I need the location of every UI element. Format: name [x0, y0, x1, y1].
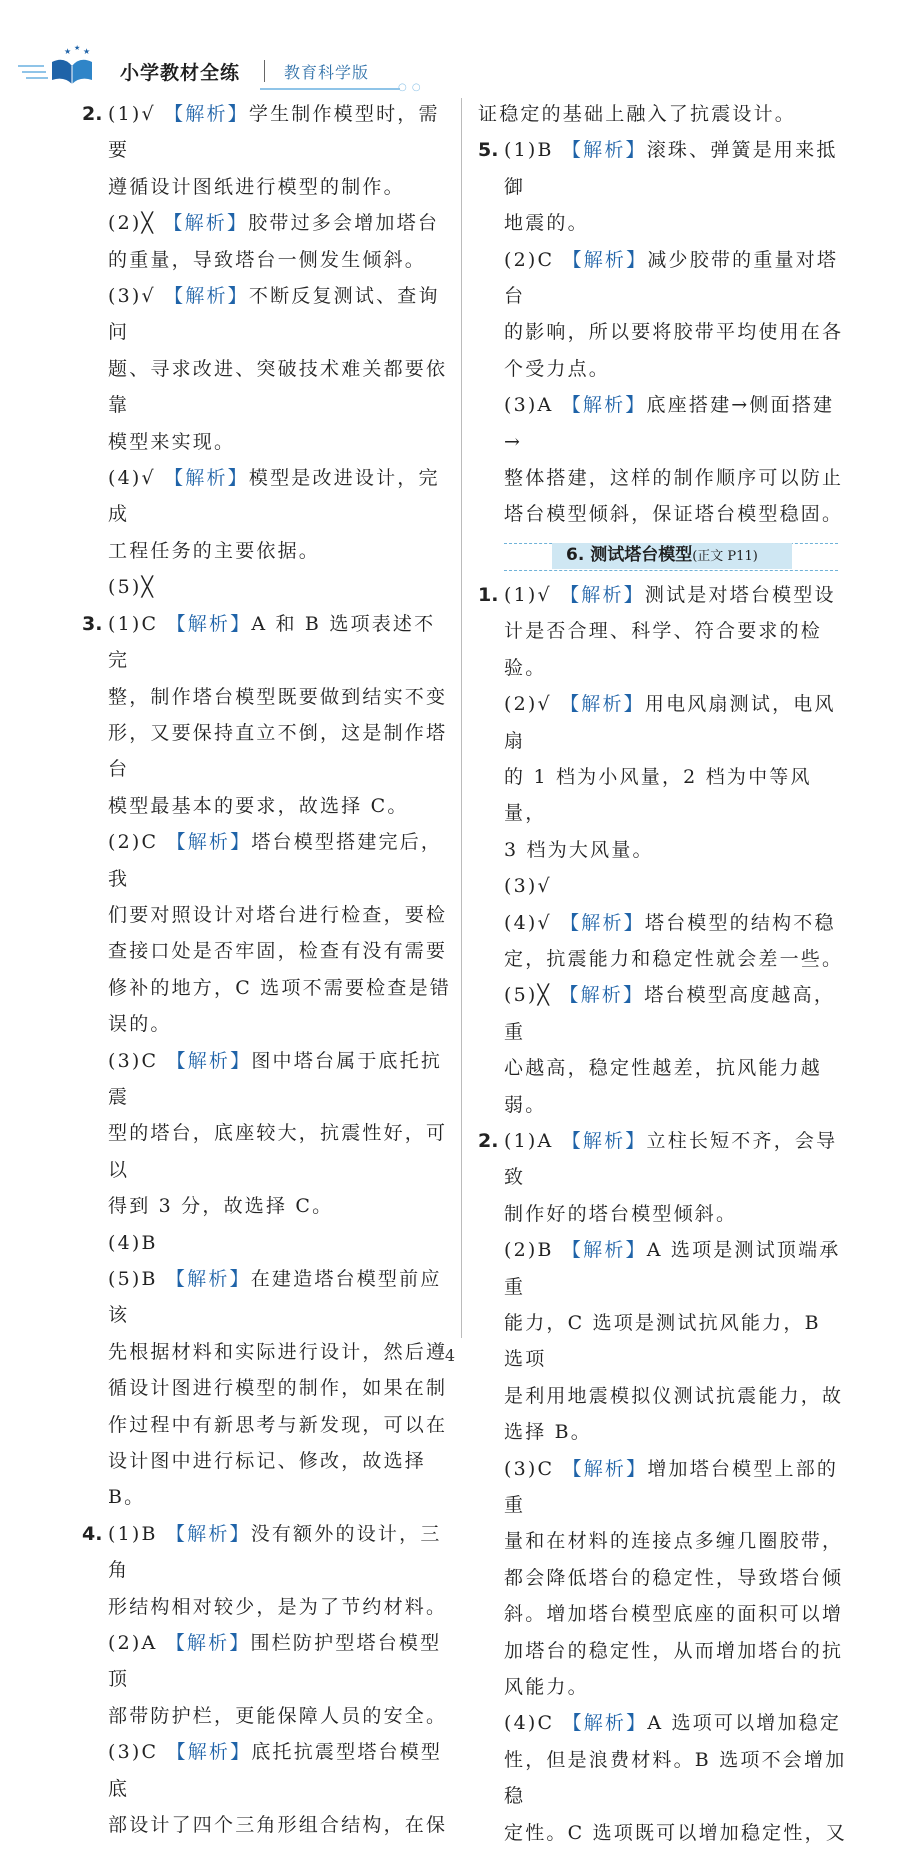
- column-divider: [461, 98, 462, 1338]
- answer-line: (2)C 【解析】减少胶带的重量对塔台: [504, 248, 839, 308]
- answer-item: [478, 132, 848, 241]
- answer-line: 模型最基本的要求，故选择 C。: [108, 794, 409, 817]
- answer-line: (1)√ 【解析】学生制作模型时，需要: [108, 103, 440, 162]
- answer-line: 形结构相对较少，是为了节约材料。: [108, 1595, 448, 1618]
- answer-item: [478, 1705, 848, 1851]
- analysis-tag: 【解析】: [560, 911, 645, 934]
- answer-line: (1)A 【解析】立柱长短不齐，会导致: [504, 1129, 838, 1189]
- answer-line: 修补的地方，C 选项不需要检查是错: [108, 976, 451, 999]
- answer-line: (3)A 【解析】底座搭建→侧面搭建→: [504, 394, 835, 453]
- analysis-tag: 【解析】: [562, 248, 648, 271]
- analysis-tag: 【解析】: [559, 984, 645, 1007]
- answer-line: 题、寻求改进、突破技术难关都要依靠: [108, 357, 448, 417]
- answer-item: [82, 1261, 452, 1516]
- svg-text:★: ★: [74, 44, 81, 52]
- answer-line: 选择 B。: [504, 1421, 593, 1444]
- answer-line: (2)B 【解析】A 选项是测试顶端承重: [504, 1239, 841, 1298]
- answer-line: 3 档为大风量。: [504, 838, 654, 861]
- answer-line: (2)C 【解析】塔台模型搭建完后，我: [108, 831, 443, 890]
- question-number: 2.: [82, 103, 103, 125]
- answer-item: [478, 1232, 848, 1450]
- answer-line: 风能力。: [504, 1676, 589, 1699]
- answer-line: 们要对照设计对塔台进行检查，要检: [108, 903, 448, 926]
- answer-line: (2)A 【解析】围栏防护型塔台模型顶: [108, 1632, 442, 1691]
- answer-line: 计是否合理、科学、符合要求的检验。: [504, 620, 823, 679]
- analysis-tag: 【解析】: [561, 1129, 647, 1152]
- answer-line: 部带防护栏，更能保障人员的安全。: [108, 1704, 448, 1727]
- analysis-tag: 【解析】: [561, 394, 647, 417]
- answer-line: 制作好的塔台模型倾斜。: [504, 1202, 738, 1225]
- answer-line: 整体搭建，这样的制作顺序可以防止: [504, 467, 844, 490]
- answer-line: 斜。增加塔台模型底座的面积可以增: [504, 1603, 844, 1626]
- section-title: 6. 测试塔台模型: [566, 544, 693, 565]
- answer-line: 模型来实现。: [108, 430, 236, 453]
- analysis-tag: 【解析】: [166, 612, 252, 635]
- answer-line: (5)B 【解析】在建造塔台模型前应该: [108, 1268, 442, 1327]
- answer-line: 的重量，导致塔台一侧发生倾斜。: [108, 248, 427, 271]
- answer-item: [82, 1516, 452, 1625]
- analysis-tag: 【解析】: [166, 1049, 252, 1072]
- answer-line: 是利用地震模拟仪测试抗震能力，故: [504, 1384, 844, 1407]
- answer-item: [478, 96, 848, 132]
- page-header: [0, 0, 900, 100]
- answer-line: 性，但是浪费材料。B 选项不会增加稳: [504, 1748, 847, 1808]
- analysis-tag: 【解析】: [165, 1522, 251, 1545]
- analysis-tag: 【解析】: [561, 139, 647, 162]
- answer-item: [478, 1123, 848, 1232]
- analysis-tag: 【解析】: [165, 1632, 251, 1655]
- answer-item: [82, 96, 452, 205]
- question-number: 5.: [478, 139, 499, 162]
- analysis-tag: 【解析】: [165, 1268, 251, 1290]
- right-column-top-answers: [478, 96, 848, 533]
- page-number: 4: [444, 1346, 456, 1365]
- analysis-tag: 【解析】: [560, 693, 645, 716]
- answer-line: (1)C 【解析】A 和 B 选项表述不完: [108, 612, 436, 672]
- answer-line: (3)C 【解析】底托抗震型塔台模型底: [108, 1741, 443, 1800]
- answer-line: 遵循设计图纸进行模型的制作。: [108, 175, 405, 198]
- answer-line: (5)╳: [108, 576, 156, 599]
- answer-item: [478, 242, 848, 388]
- analysis-tag: 【解析】: [561, 1239, 647, 1262]
- answer-line: 量和在材料的连接点多缠几圈胶带，: [504, 1530, 844, 1553]
- answer-item: [478, 1451, 848, 1706]
- answer-line: (4)√ 【解析】模型是改进设计，完成: [108, 467, 440, 526]
- answer-line: 个受力点。: [504, 357, 611, 380]
- answer-item: [82, 1625, 452, 1734]
- answer-item: [82, 278, 452, 460]
- analysis-tag: 【解析】: [164, 103, 249, 125]
- answer-line: (3)C 【解析】图中塔台属于底托抗震: [108, 1049, 443, 1108]
- answer-line: 加塔台的稳定性，从而增加塔台的抗: [504, 1639, 844, 1662]
- answer-line: 的影响，所以要将胶带平均使用在各: [504, 321, 844, 344]
- answer-item: [478, 977, 848, 1123]
- answer-item: [478, 577, 848, 686]
- answer-line: 循设计图进行模型的制作，如果在制: [108, 1377, 448, 1400]
- answer-item: [478, 905, 848, 978]
- svg-text:★: ★: [83, 47, 91, 56]
- answer-item: [82, 606, 452, 824]
- analysis-tag: 【解析】: [560, 583, 645, 606]
- answer-line: 误的。: [108, 1013, 172, 1036]
- answer-line: (4)B: [108, 1231, 158, 1254]
- answer-line: (1)√ 【解析】测试是对塔台模型设: [504, 583, 836, 606]
- analysis-tag: 【解析】: [562, 1712, 648, 1735]
- answer-line: 地震的。: [504, 212, 589, 235]
- answer-line: 能力，C 选项是测试抗风能力，B 选项: [504, 1312, 821, 1371]
- answer-line: 作过程中有新思考与新发现，可以在: [108, 1413, 448, 1436]
- analysis-tag: 【解析】: [164, 285, 249, 308]
- svg-text:★: ★: [64, 47, 72, 56]
- answer-line: (2)√ 【解析】用电风扇测试，电风扇: [504, 693, 836, 752]
- left-answer-column: [82, 96, 452, 1844]
- answer-item: [82, 569, 452, 605]
- answer-line: 心越高，稳定性越差，抗风能力越弱。: [504, 1057, 823, 1116]
- answer-line: 工程任务的主要依据。: [108, 539, 321, 562]
- analysis-tag: 【解析】: [164, 467, 249, 490]
- right-answer-column: [478, 96, 848, 1851]
- answer-item: [82, 1734, 452, 1843]
- open-book-logo-icon: [18, 44, 102, 88]
- answer-item: [82, 460, 452, 569]
- section-heading: [504, 537, 848, 573]
- analysis-tag: 【解析】: [562, 1457, 648, 1480]
- book-series-title: 小学教材全练: [120, 62, 241, 84]
- answer-line: 形，又要保持直立不倒，这是制作塔台: [108, 721, 448, 781]
- header-dots-decoration: ○ ○: [398, 82, 422, 93]
- publisher-label: 教育科学版: [284, 63, 370, 82]
- answer-line: (3)√: [504, 875, 552, 898]
- answer-line: (1)B 【解析】没有额外的设计，三角: [108, 1522, 442, 1582]
- answer-line: (5)╳ 【解析】塔台模型高度越高，重: [504, 984, 836, 1043]
- answer-line: (3)√ 【解析】不断反复测试、查询问: [108, 285, 440, 344]
- question-number: 4.: [82, 1522, 103, 1545]
- answer-line: (1)B 【解析】滚珠、弹簧是用来抵御: [504, 139, 838, 198]
- answer-item: [82, 1225, 452, 1261]
- answer-line: (3)C 【解析】增加塔台模型上部的重: [504, 1457, 839, 1517]
- answer-line: 先根据材料和实际进行设计，然后遵: [108, 1340, 448, 1363]
- answer-line: 塔台模型倾斜，保证塔台模型稳固。: [504, 503, 844, 526]
- answer-line: 查接口处是否牢固，检查有没有需要: [108, 940, 448, 963]
- answer-line: 部设计了四个三角形组合结构，在保: [108, 1814, 448, 1837]
- answer-line: 定，抗震能力和稳定性就会差一些。: [504, 947, 844, 970]
- answer-item: [82, 824, 452, 1042]
- answer-line: (2)╳ 【解析】胶带过多会增加塔台: [108, 212, 440, 235]
- answer-item: [82, 205, 452, 278]
- answer-line: 证稳定的基础上融入了抗震设计。: [478, 103, 797, 125]
- answer-line: 设计图中进行标记、修改，故选择 B。: [108, 1450, 427, 1509]
- question-number: 1.: [478, 583, 499, 606]
- question-number: 3.: [82, 612, 103, 635]
- answer-line: (4)C 【解析】A 选项可以增加稳定: [504, 1712, 842, 1735]
- analysis-tag: 【解析】: [166, 1741, 252, 1764]
- header-separator: [264, 60, 265, 82]
- answer-item: [478, 868, 848, 904]
- right-column-bottom-answers: [478, 577, 848, 1851]
- answer-item: [82, 1043, 452, 1225]
- question-number: 2.: [478, 1129, 499, 1152]
- section-page-ref: (正文 P11): [692, 548, 758, 564]
- analysis-tag: 【解析】: [166, 831, 252, 854]
- answer-line: (4)√ 【解析】塔台模型的结构不稳: [504, 911, 836, 934]
- answer-line: 型的塔台，底座较大，抗震性好，可以: [108, 1122, 448, 1181]
- analysis-tag: 【解析】: [163, 212, 249, 235]
- answer-item: [478, 387, 848, 533]
- answer-line: 定性。C 选项既可以增加稳定性，又: [504, 1821, 847, 1844]
- answer-line: 的 1 档为小风量，2 档为中等风量，: [504, 765, 812, 825]
- answer-item: [478, 686, 848, 868]
- answer-line: 整，制作塔台模型既要做到结实不变: [108, 685, 448, 708]
- answer-line: 得到 3 分，故选择 C。: [108, 1195, 334, 1218]
- answer-line: 都会降低塔台的稳定性，导致塔台倾: [504, 1566, 844, 1589]
- header-underline: [260, 88, 400, 90]
